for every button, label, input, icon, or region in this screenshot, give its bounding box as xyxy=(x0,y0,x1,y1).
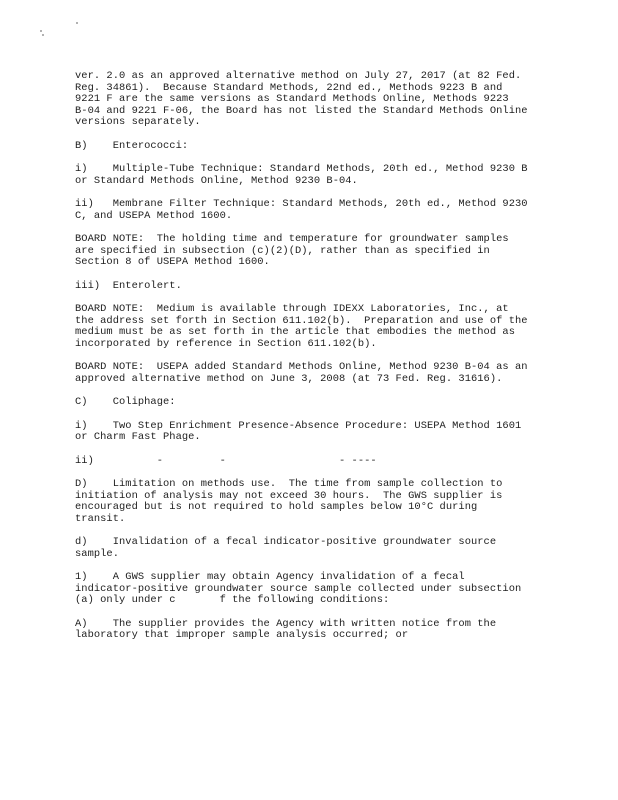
text-line: C, and USEPA Method 1600. xyxy=(75,209,233,222)
text-line: Section 8 of USEPA Method 1600. xyxy=(75,256,270,268)
text-line: are specified in subsection (c)(2)(D), rather than as specified in xyxy=(75,244,490,257)
paragraph-enterococci-heading xyxy=(75,141,545,153)
text-line: i) Multiple-Tube Technique: Standard Methods, 20th ed., Method 9230 B xyxy=(75,163,528,175)
text-line: iii) Enterolert. xyxy=(75,279,182,292)
text-line: versions separately. xyxy=(75,116,201,128)
text-line: C) Coliphage: xyxy=(75,396,176,408)
text-line: Reg. 34861). Because Standard Methods, 22nd ed., Methods 9223 B and xyxy=(75,81,503,94)
scan-speck xyxy=(76,22,78,24)
text-line: BOARD NOTE: Medium is available through IDEXX Laboratories, Inc., at xyxy=(75,303,509,315)
text-line: D) Limitation on methods use. The time from sample collection to xyxy=(75,478,503,490)
text-line: encouraged but is not required to hold samples below 10°C during xyxy=(75,501,478,513)
text-line: the address set forth in Section 611.102(b). Preparation and use of the xyxy=(75,314,528,327)
text-line: i) Two Step Enrichment Presence-Absence Procedure: USEPA Method 1601 xyxy=(75,419,522,432)
text-line: or Standard Methods Online, Method 9230 B-04. xyxy=(75,174,358,187)
paragraph-enterolert xyxy=(75,281,545,293)
paragraph-invalidation-heading xyxy=(75,537,545,560)
text-line: medium must be as set forth in the article that embodies the method as xyxy=(75,326,515,338)
text-line: 9221 F are the same versions as Standard Methods Online, Methods 9223 xyxy=(75,93,509,105)
text-line: A) The supplier provides the Agency with written notice from the xyxy=(75,617,497,630)
scan-speck xyxy=(40,30,42,32)
text-line: incorporated by reference in Section 611.102(b). xyxy=(75,337,377,350)
document-body xyxy=(75,71,545,654)
text-line: 1) A GWS supplier may obtain Agency invalidation of a fecal xyxy=(75,571,465,583)
text-line: (a) only under c f the following conditions: xyxy=(75,594,390,606)
text-line: B) Enterococci: xyxy=(75,139,189,152)
paragraph-limitation xyxy=(75,479,545,525)
text-line: B-04 and 9221 F-06, the Board has not listed the Standard Methods Online xyxy=(75,104,528,117)
text-line: ii) Membrane Filter Technique: Standard Methods, 20th ed., Method 9230 xyxy=(75,198,528,210)
text-line: transit. xyxy=(75,512,126,525)
text-line: laboratory that improper sample analysis occurred; or xyxy=(75,629,409,641)
text-line: ver. 2.0 as an approved alternative method on July 27, 2017 (at 82 Fed. xyxy=(75,70,522,82)
paragraph-coliphage-heading xyxy=(75,397,545,409)
paragraph-board-note-3 xyxy=(75,362,545,385)
paragraph-board-note-2 xyxy=(75,304,545,350)
text-line: BOARD NOTE: The holding time and temperature for groundwater samples xyxy=(75,233,509,245)
paragraph-membrane-filter xyxy=(75,199,545,222)
paragraph-invalidation-1 xyxy=(75,572,545,607)
text-line: indicator-positive groundwater source sample collected under subsection xyxy=(75,582,522,595)
text-line: sample. xyxy=(75,547,119,560)
paragraph-multiple-tube xyxy=(75,164,545,187)
paragraph-two-step xyxy=(75,421,545,444)
paragraph-board-note-1 xyxy=(75,234,545,269)
scan-speck xyxy=(42,34,44,36)
text-line: initiation of analysis may not exceed 30 hours. The GWS supplier is xyxy=(75,489,503,502)
paragraph-continuation xyxy=(75,71,545,129)
text-line: d) Invalidation of a fecal indicator-positive groundwater source xyxy=(75,536,497,548)
paragraph-condition-a xyxy=(75,619,545,642)
text-line: approved alternative method on June 3, 2008 (at 73 Fed. Reg. 31616). xyxy=(75,372,503,385)
text-line: ii) - - - ---- xyxy=(75,454,377,467)
paragraph-ii-blank xyxy=(75,456,545,468)
text-line: BOARD NOTE: USEPA added Standard Methods Online, Method 9230 B-04 as an xyxy=(75,361,528,373)
scan-specks xyxy=(34,20,94,40)
text-line: or Charm Fast Phage. xyxy=(75,431,201,443)
